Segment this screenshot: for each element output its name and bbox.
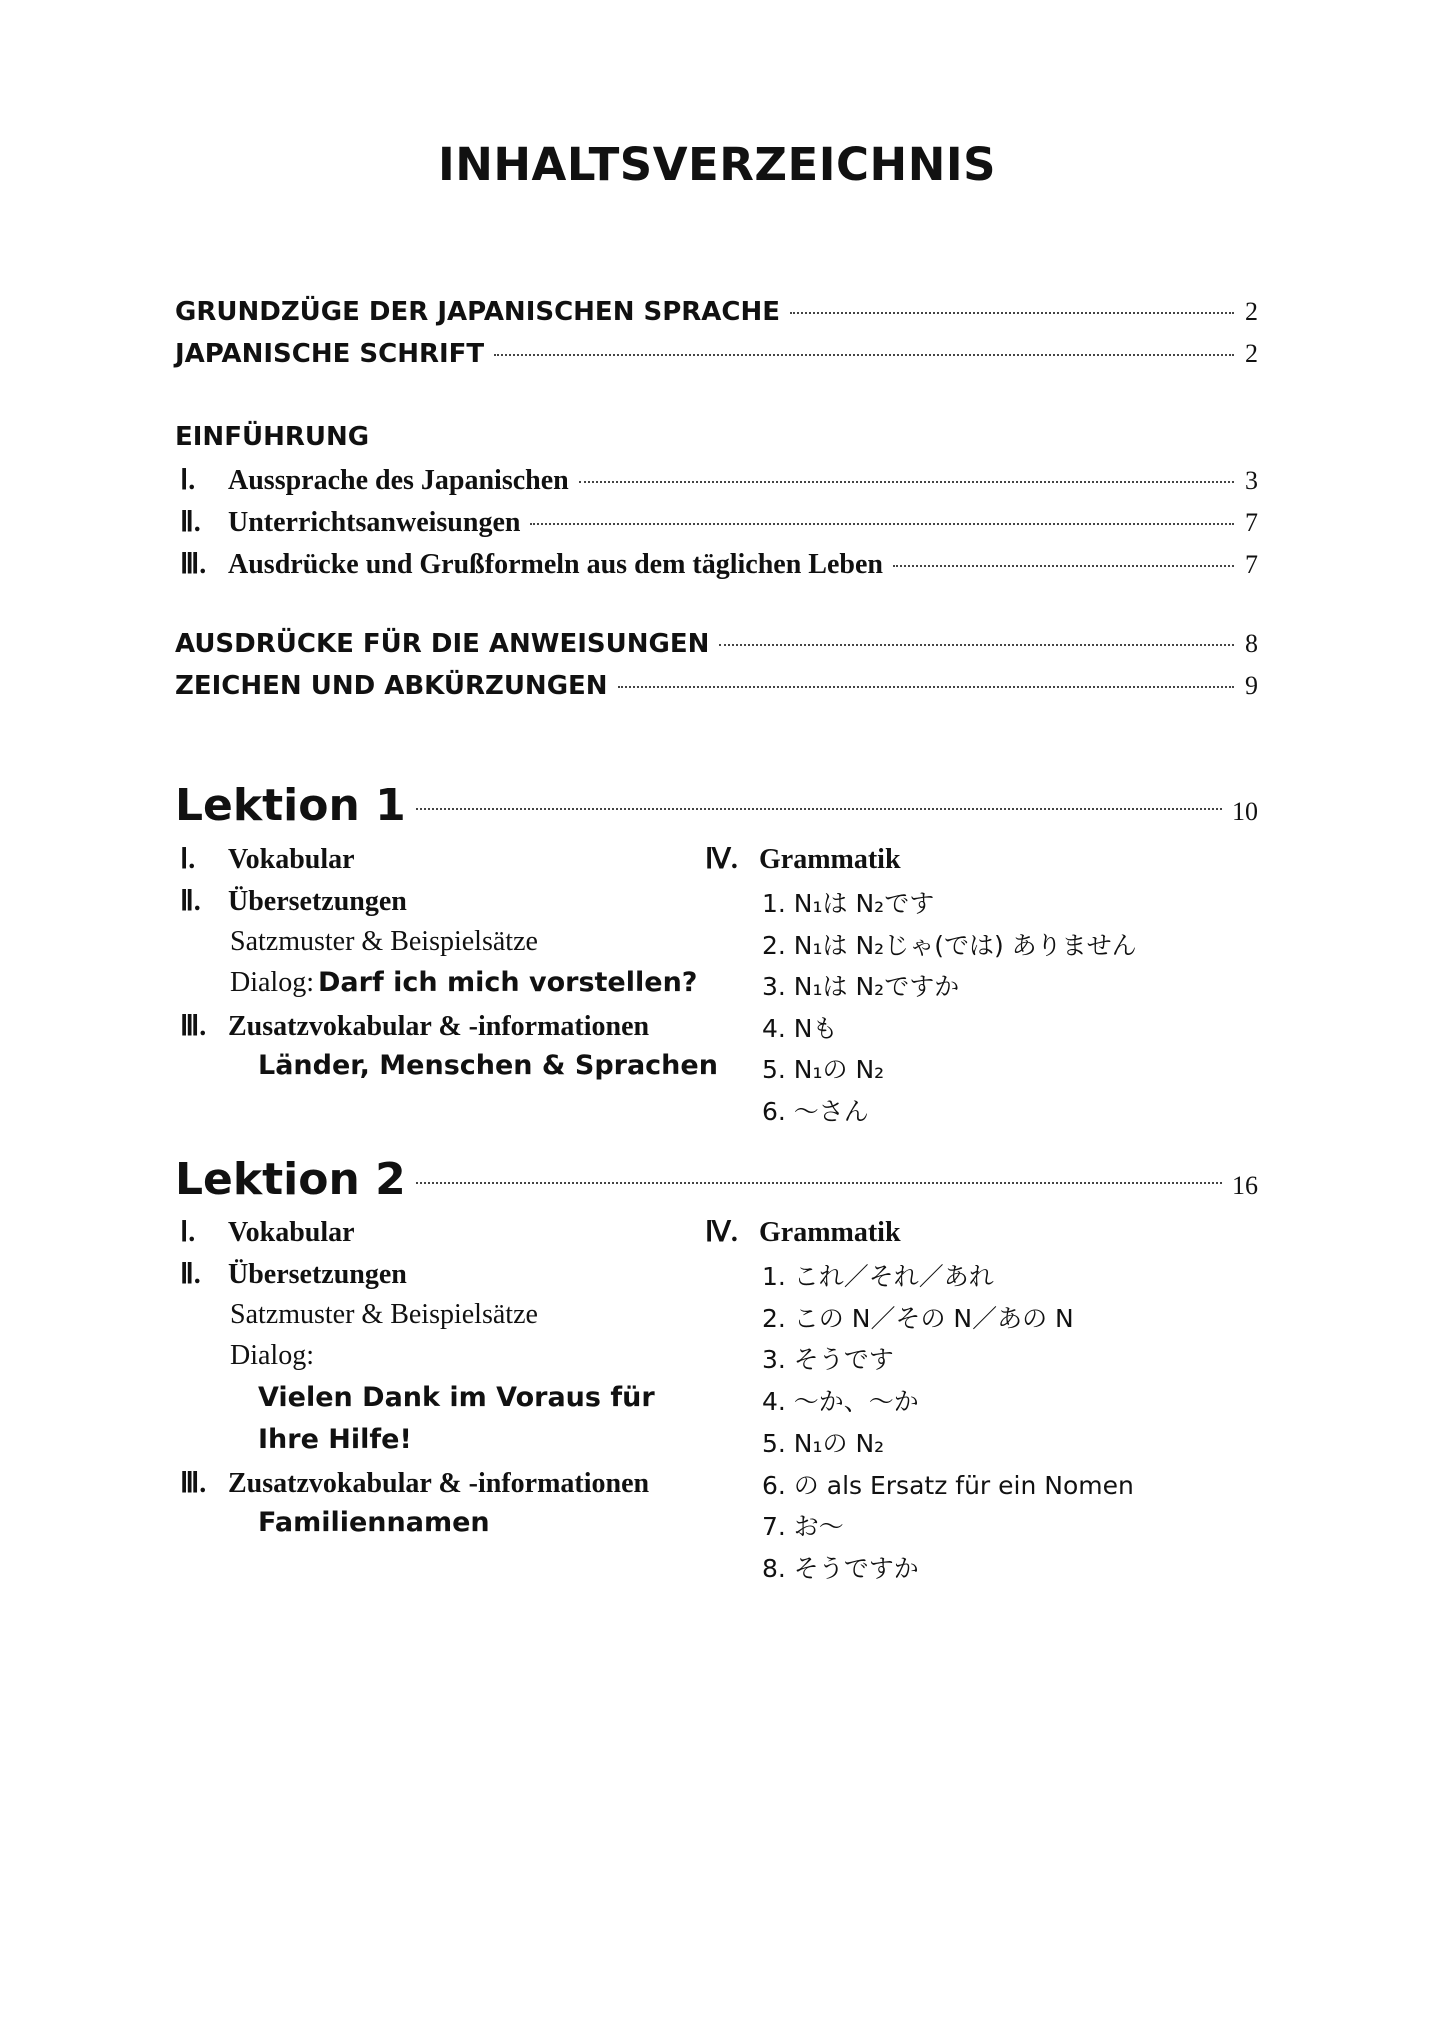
dialog-prefix: Dialog: (230, 967, 314, 998)
dot-leader (893, 565, 1234, 567)
lesson2-uebersetzungen[interactable]: Ⅱ. Übersetzungen (180, 1259, 407, 1290)
grammar-item[interactable]: 3. N₁は N₂ですか (762, 972, 960, 1001)
grammar-item[interactable]: 6. ～さん (762, 1097, 869, 1126)
roman-numeral: Ⅲ. (180, 1468, 207, 1499)
roman-numeral: Ⅲ. (180, 1011, 207, 1042)
lesson-title: Lektion 1 (175, 780, 406, 831)
page-title: INHALTSVERZEICHNIS (437, 138, 997, 191)
grammar-item[interactable]: 1. これ／それ／あれ (762, 1262, 994, 1291)
page-number: 9 (1245, 671, 1258, 700)
lesson2-grammatik[interactable]: Ⅳ. Grammatik (705, 1217, 901, 1248)
page-number: 16 (1232, 1171, 1258, 1200)
grammar-item[interactable]: 1. N₁は N₂です (762, 889, 935, 918)
lesson2-dialog[interactable]: Dialog: (230, 1340, 314, 1371)
lesson-title: Lektion 2 (175, 1154, 406, 1205)
grammar-item[interactable]: 7. お～ (762, 1512, 844, 1541)
page-number: 2 (1245, 297, 1258, 326)
toc-entry-aussprache[interactable] (180, 463, 1258, 497)
roman-numeral: Ⅱ. (180, 507, 201, 538)
roman-numeral: Ⅰ. (180, 465, 196, 496)
toc-entry-grundzuege[interactable] (175, 297, 1258, 327)
lesson1-dialog[interactable] (230, 967, 697, 999)
dialog-title[interactable]: Ihre Hilfe! (258, 1424, 412, 1455)
roman-numeral: Ⅳ. (705, 844, 738, 875)
dot-leader (579, 481, 1234, 483)
toc-entry-label: JAPANISCHE SCHRIFT (175, 339, 485, 369)
page-number: 7 (1245, 550, 1258, 579)
roman-numeral: Ⅳ. (705, 1217, 738, 1248)
grammar-item[interactable]: 3. そうです (762, 1345, 894, 1374)
toc-entry-ausdruecke[interactable] (180, 547, 1258, 581)
lesson1-zusatz-topic[interactable]: Länder, Menschen & Sprachen (258, 1050, 718, 1081)
dot-leader (530, 523, 1234, 525)
dot-leader (719, 644, 1234, 646)
toc-entry-lektion-2[interactable] (175, 1154, 1258, 1205)
roman-numeral: Ⅰ. (180, 844, 196, 875)
toc-entry-label: GRUNDZÜGE DER JAPANISCHEN SPRACHE (175, 297, 781, 327)
roman-numeral: Ⅰ. (180, 1217, 196, 1248)
page-number: 8 (1245, 629, 1258, 658)
grammar-item[interactable]: 6. の als Ersatz für ein Nomen (762, 1471, 1134, 1500)
roman-numeral: Ⅱ. (180, 1259, 201, 1290)
grammar-item[interactable]: 5. N₁の N₂ (762, 1429, 885, 1458)
toc-entry-label: ZEICHEN UND ABKÜRZUNGEN (175, 671, 608, 701)
dot-leader (494, 354, 1234, 356)
grammar-item[interactable]: 4. Nも (762, 1014, 838, 1043)
roman-numeral: Ⅱ. (180, 886, 201, 917)
dot-leader (416, 808, 1222, 810)
lesson1-vokabular[interactable]: Ⅰ. Vokabular (180, 844, 355, 875)
dot-leader (790, 312, 1234, 314)
roman-numeral: Ⅲ. (180, 549, 207, 580)
grammar-item[interactable]: 8. そうですか (762, 1554, 919, 1583)
grammar-item[interactable]: 2. この N／その N／あの N (762, 1304, 1074, 1333)
toc-entry-anweisungen[interactable] (175, 629, 1258, 659)
lesson1-uebersetzungen[interactable]: Ⅱ. Übersetzungen (180, 886, 407, 917)
dialog-title[interactable]: Vielen Dank im Voraus für (258, 1382, 655, 1413)
toc-entry-unterricht[interactable] (180, 505, 1258, 539)
dialog-title: Darf ich mich vorstellen? (318, 967, 698, 998)
toc-entry-label: Unterrichtsanweisungen (228, 507, 521, 538)
lesson1-satzmuster[interactable]: Satzmuster & Beispielsätze (230, 926, 538, 957)
toc-entry-label: Ausdrücke und Grußformeln aus dem täglichen Leben (228, 549, 883, 580)
lesson2-vokabular[interactable]: Ⅰ. Vokabular (180, 1217, 355, 1248)
dot-leader (416, 1182, 1222, 1184)
grammar-item[interactable]: 4. ～か、～か (762, 1387, 919, 1416)
toc-entry-label: Aussprache des Japanischen (228, 465, 569, 496)
grammar-item[interactable]: 2. N₁は N₂じゃ(では) ありません (762, 931, 1137, 960)
toc-entry-label: AUSDRÜCKE FÜR DIE ANWEISUNGEN (175, 629, 710, 659)
grammar-item[interactable]: 5. N₁の N₂ (762, 1055, 885, 1084)
dot-leader (618, 686, 1234, 688)
toc-entry-lektion-1[interactable] (175, 780, 1258, 831)
lesson1-zusatzvokabular[interactable]: Ⅲ. Zusatzvokabular & -informationen (180, 1011, 650, 1042)
toc-entry-schrift[interactable] (175, 339, 1258, 369)
lesson2-zusatz-topic[interactable]: Familiennamen (258, 1507, 490, 1538)
page-number: 2 (1245, 339, 1258, 368)
lesson2-satzmuster[interactable]: Satzmuster & Beispielsätze (230, 1299, 538, 1330)
lesson2-zusatzvokabular[interactable]: Ⅲ. Zusatzvokabular & -informationen (180, 1468, 650, 1499)
page-number: 3 (1245, 466, 1258, 495)
toc-entry-zeichen[interactable] (175, 671, 1258, 701)
lesson1-grammatik[interactable]: Ⅳ. Grammatik (705, 844, 901, 875)
page-number: 10 (1232, 797, 1258, 826)
page-number: 7 (1245, 508, 1258, 537)
section-heading-einfuehrung: EINFÜHRUNG (175, 422, 370, 452)
